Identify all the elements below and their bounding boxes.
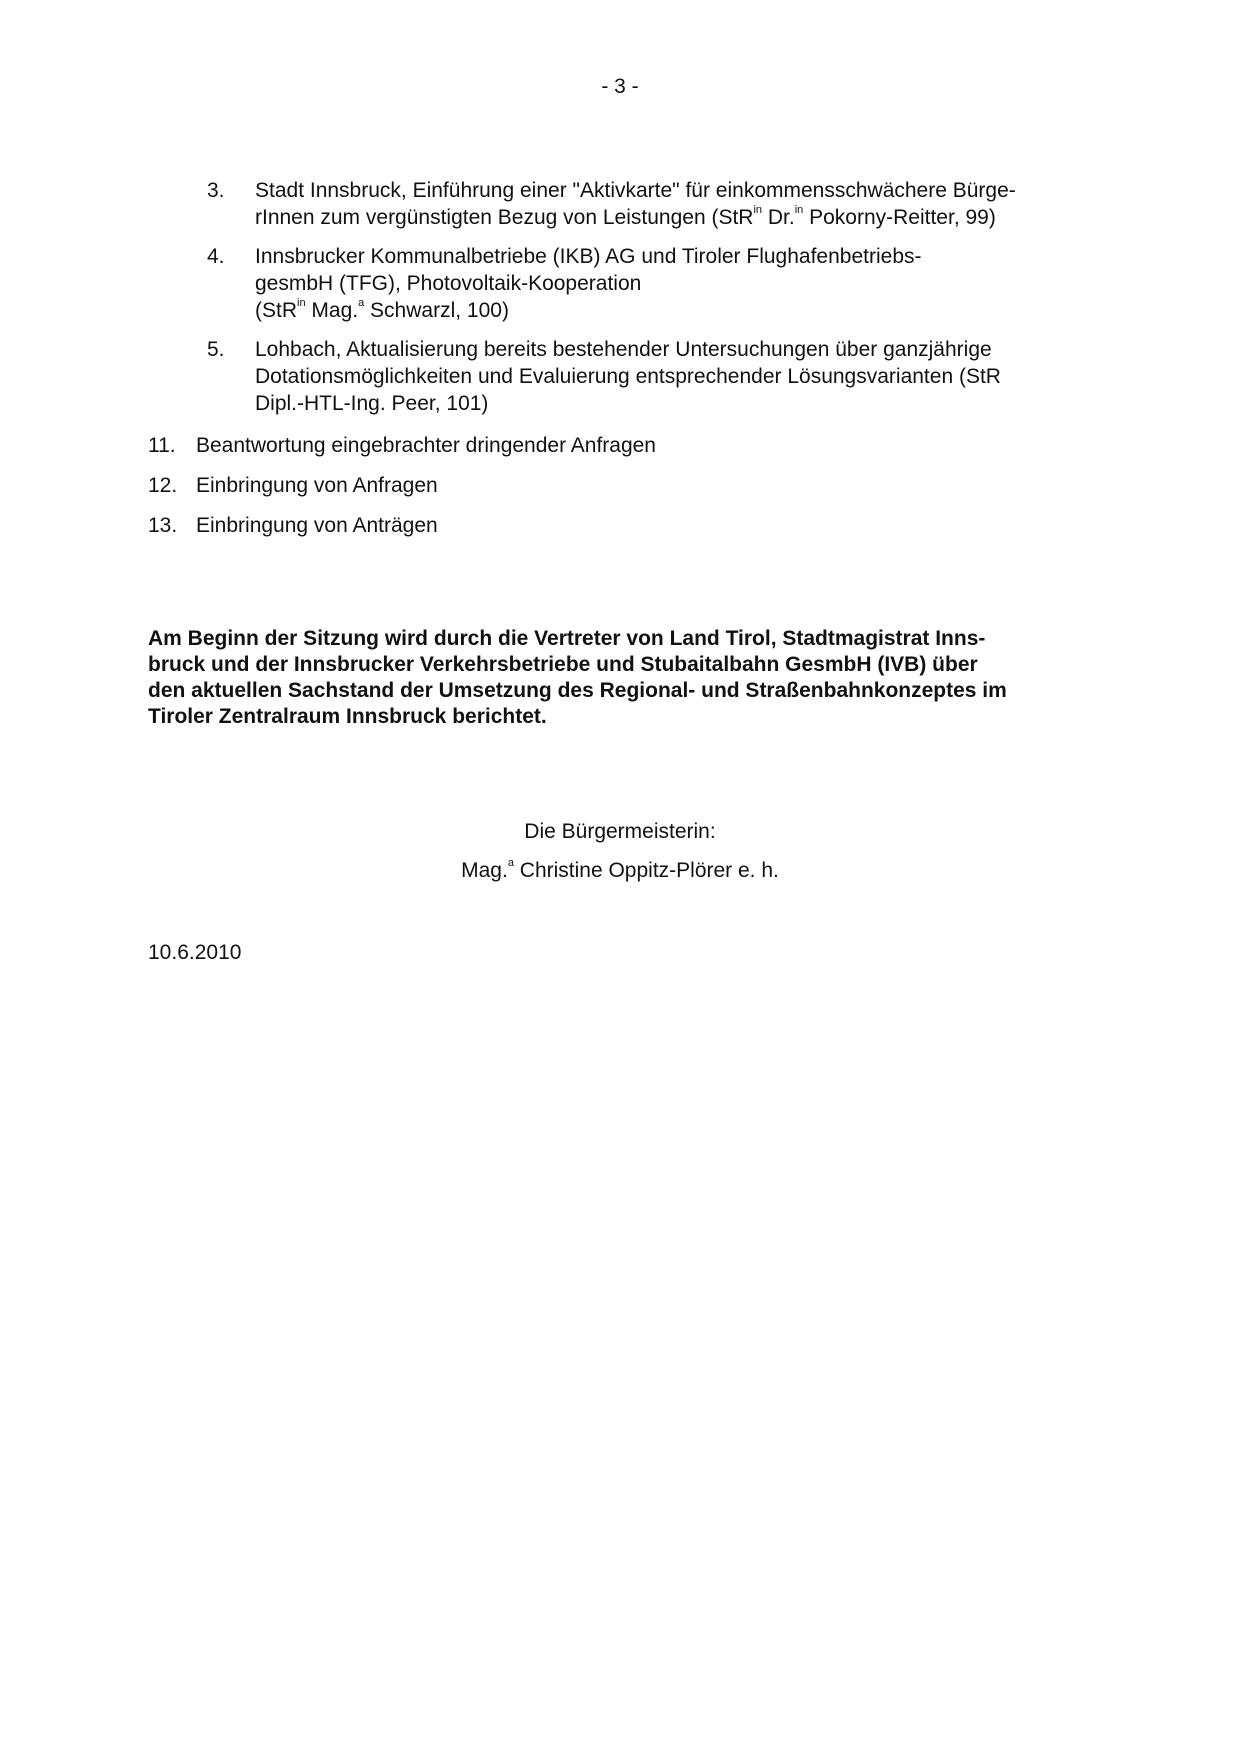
list-item-number: 12. — [148, 474, 178, 497]
list-item-text — [255, 177, 1087, 231]
list-item-text: Einbringung von Anfragen — [196, 474, 438, 497]
text-line: den aktuellen Sachstand der Umsetzung des Regional- und Straßenbahnkonzeptes im — [148, 679, 1007, 702]
signature-name: Mag.$^a$ Christine Oppitz-Plörer e. h. — [461, 857, 779, 882]
list-item — [207, 243, 1087, 324]
list-item-number: 13. — [148, 514, 178, 537]
list-item — [207, 177, 1087, 231]
text-line: Dipl.-HTL-Ing. Peer, 101) — [255, 392, 489, 415]
signature-block — [0, 818, 1240, 896]
signature-title: Die Bürgermeisterin: — [524, 820, 716, 843]
agenda-list — [148, 432, 1098, 552]
list-item-number: 11. — [148, 434, 176, 457]
text-line: Am Beginn der Sitzung wird durch die Vertreter von Land Tirol, Stadtmagistrat Inns- — [148, 627, 986, 650]
list-item-number: 3. — [207, 179, 225, 202]
text-line: Lohbach, Aktualisierung bereits bestehender Untersuchungen über ganzjährige — [255, 338, 992, 361]
list-item — [148, 472, 1098, 512]
text-line: rInnen zum vergünstigten Bezug von Leistungen (StR$^{in}$ Dr.$^{in}$ Pokorny-Reitter, 99) — [255, 204, 996, 229]
list-item-text — [255, 243, 1087, 324]
list-item-number: 5. — [207, 338, 225, 361]
text-line: Innsbrucker Kommunalbetriebe (IKB) AG und Tiroler Flughafenbetriebs- — [255, 245, 922, 268]
text-line: (StR$^{in}$ Mag.$^a$ Schwarzl, 100) — [255, 297, 509, 322]
text-line: Dotationsmöglichkeiten und Evaluierung entsprechender Lösungsvarianten (StR — [255, 365, 1001, 388]
text-line: bruck und der Innsbrucker Verkehrsbetriebe und Stubaitalbahn GesmbH (IVB) über — [148, 653, 978, 676]
list-item — [148, 432, 1098, 472]
session-notice — [148, 626, 1088, 730]
sub-item-list — [207, 177, 1087, 429]
text-line: Stadt Innsbruck, Einführung einer "Aktivkarte" für einkommensschwächere Bürge- — [255, 179, 1016, 202]
list-item-text — [255, 336, 1087, 417]
list-item — [207, 336, 1087, 417]
list-item — [148, 512, 1098, 552]
list-item-number: 4. — [207, 245, 225, 268]
text-line: Tiroler Zentralraum Innsbruck berichtet. — [148, 705, 547, 728]
text-line: gesmbH (TFG), Photovoltaik-Kooperation — [255, 272, 642, 295]
page-number: - 3 - — [601, 75, 639, 98]
document-date: 10.6.2010 — [148, 941, 242, 964]
list-item-text: Beantwortung eingebrachter dringender Anfragen — [196, 434, 656, 457]
list-item-text: Einbringung von Anträgen — [196, 514, 438, 537]
